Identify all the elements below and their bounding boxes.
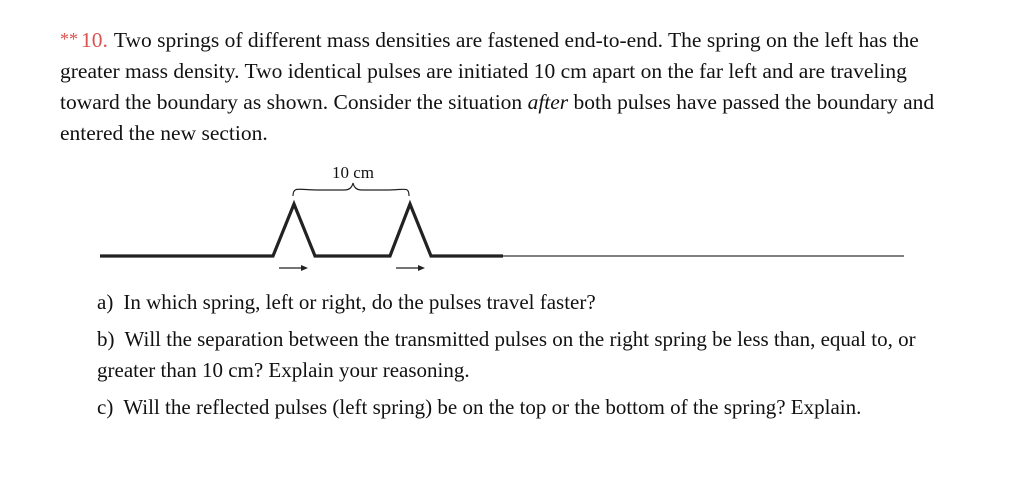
left-spring-with-pulses bbox=[100, 204, 503, 256]
arrow-right-icon bbox=[396, 265, 425, 271]
question-letter: b) bbox=[97, 327, 115, 351]
problem-text-part-3: both pulses have passed the boundary and entered the new section. bbox=[60, 90, 935, 145]
separation-brace bbox=[293, 183, 409, 196]
separation-label: 10 cm bbox=[331, 163, 375, 182]
question-text: In which spring, left or right, do the pulses travel faster? bbox=[123, 290, 596, 314]
question-a bbox=[97, 287, 957, 318]
question-letter: c) bbox=[97, 395, 114, 419]
question-list bbox=[97, 287, 957, 429]
question-text: Will the separation between the transmitted pulses on the right spring be less than, equal to, or greater than 10 cm? Explain your reasoning. bbox=[97, 327, 916, 382]
problem-statement bbox=[60, 24, 960, 149]
arrow-right-icon bbox=[279, 265, 308, 271]
question-text: Will the reflected pulses (left spring) be on the top or the bottom of the spring? Explain. bbox=[123, 395, 862, 419]
difficulty-stars: ** bbox=[60, 29, 78, 49]
problem-number: 10. bbox=[81, 28, 108, 52]
question-letter: a) bbox=[97, 290, 114, 314]
problem-text-part-1: Two springs of different mass densities are fastened end-to-end. The spring on the left has the greater mass density. Two identical pulses are initiated 10 cm apart on the far left and are traveling toward the boundary as shown. Consider the situation bbox=[60, 28, 919, 114]
question-b bbox=[97, 324, 957, 386]
problem-text-emphasis: after bbox=[527, 90, 569, 114]
question-c bbox=[97, 392, 957, 423]
